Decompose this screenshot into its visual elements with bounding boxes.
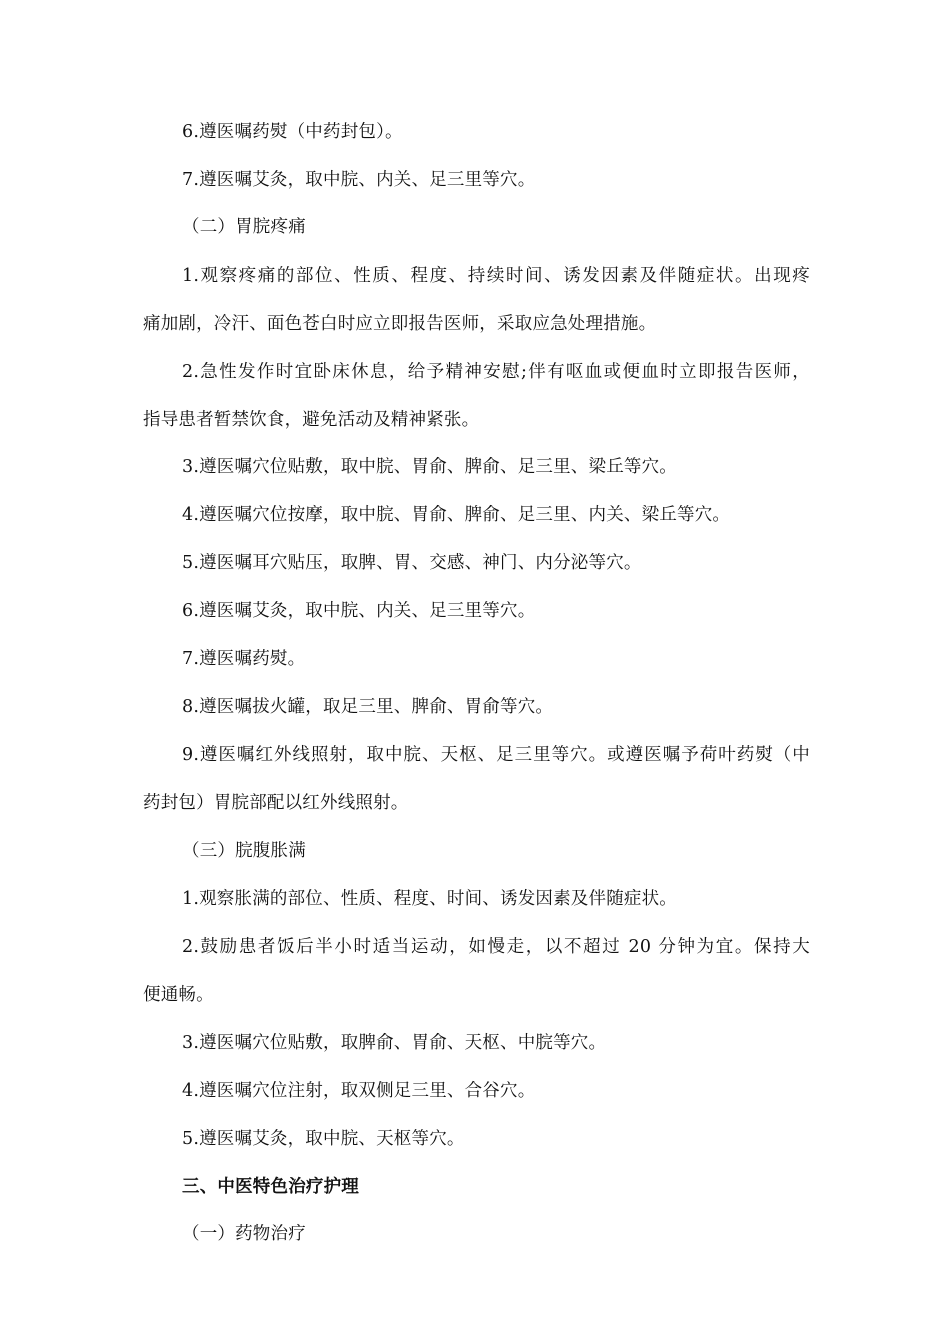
section-subheading: （一）药物治疗 [182, 1224, 306, 1244]
paragraph-line: 痛加剧，冷汗、面色苍白时应立即报告医师，采取应急处理措施。 [143, 314, 657, 334]
paragraph-line: 5.遵医嘱耳穴贴压，取脾、胃、交感、神门、内分泌等穴。 [182, 553, 642, 573]
paragraph-line: 1.观察胀满的部位、性质、程度、时间、诱发因素及伴随症状。 [182, 889, 677, 909]
paragraph-line: 8.遵医嘱拔火罐，取足三里、脾俞、胃俞等穴。 [182, 697, 554, 717]
paragraph-line: 指导患者暂禁饮食，避免活动及精神紧张。 [143, 410, 480, 430]
paragraph-line: 药封包）胃脘部配以红外线照射。 [143, 793, 409, 813]
paragraph-line: 2.鼓励患者饭后半小时适当运动，如慢走，以不超过 20 分钟为宜。保持大 [182, 937, 810, 957]
paragraph-line: 5.遵医嘱艾灸，取中脘、天枢等穴。 [182, 1129, 465, 1149]
paragraph-line: 4.遵医嘱穴位按摩，取中脘、胃俞、脾俞、足三里、内关、梁丘等穴。 [182, 505, 731, 525]
paragraph-line: 7.遵医嘱艾灸，取中脘、内关、足三里等穴。 [182, 170, 536, 190]
section-subheading: （二）胃脘疼痛 [182, 217, 306, 237]
paragraph-line: 3.遵医嘱穴位贴敷，取脾俞、胃俞、天枢、中脘等穴。 [182, 1033, 607, 1053]
paragraph-line: 1.观察疼痛的部位、性质、程度、持续时间、诱发因素及伴随症状。出现疼 [182, 266, 810, 286]
paragraph-line: 6.遵医嘱艾灸，取中脘、内关、足三里等穴。 [182, 601, 536, 621]
paragraph-line: 6.遵医嘱药熨（中药封包）。 [182, 122, 403, 142]
section-subheading: （三）脘腹胀满 [182, 841, 306, 861]
paragraph-line: 便通畅。 [143, 985, 214, 1005]
paragraph-line: 4.遵医嘱穴位注射，取双侧足三里、合谷穴。 [182, 1081, 536, 1101]
paragraph-line: 9.遵医嘱红外线照射，取中脘、天枢、足三里等穴。或遵医嘱予荷叶药熨（中 [182, 745, 810, 765]
section-heading: 三、中医特色治疗护理 [182, 1177, 359, 1197]
paragraph-line: 2.急性发作时宜卧床休息，给予精神安慰;伴有呕血或便血时立即报告医师， [182, 362, 810, 382]
paragraph-line: 7.遵医嘱药熨。 [182, 649, 306, 669]
paragraph-line: 3.遵医嘱穴位贴敷，取中脘、胃俞、脾俞、足三里、梁丘等穴。 [182, 457, 677, 477]
